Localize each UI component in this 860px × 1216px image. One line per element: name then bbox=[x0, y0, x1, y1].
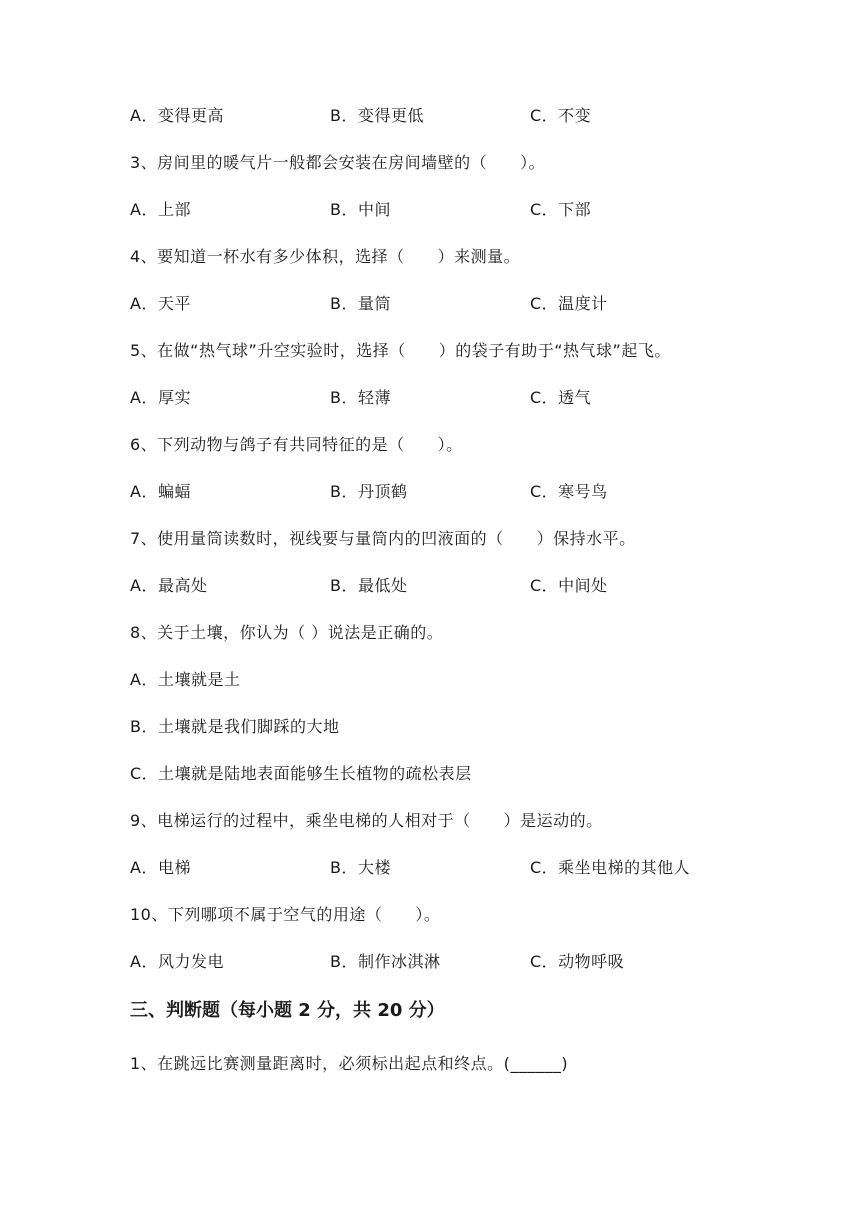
option-a: A．上部 bbox=[130, 200, 191, 219]
option-a: A．蝙蝠 bbox=[130, 482, 191, 501]
option-c: C．土壤就是陆地表面能够生长植物的疏松表层 bbox=[130, 764, 472, 783]
option-b: B．大楼 bbox=[330, 858, 391, 877]
option-b: B．最低处 bbox=[330, 576, 408, 595]
option-b: B．制作冰淇淋 bbox=[330, 952, 441, 971]
section-heading: 三、判断题（每小题 2 分，共 20 分） bbox=[130, 1000, 445, 1021]
option-a: A．变得更高 bbox=[130, 106, 224, 125]
question-4-stem: 4、要知道一杯水有多少体积，选择（ ）来测量。 bbox=[130, 247, 521, 266]
option-b: B．轻薄 bbox=[330, 388, 391, 407]
option-b: B．变得更低 bbox=[330, 106, 424, 125]
option-a: A．天平 bbox=[130, 294, 191, 313]
option-a: A．风力发电 bbox=[130, 952, 224, 971]
option-c: C．乘坐电梯的其他人 bbox=[530, 858, 691, 877]
question-7-stem: 7、使用量筒读数时，视线要与量筒内的凹液面的（ ）保持水平。 bbox=[130, 529, 636, 548]
judgment-question-1: 1、在跳远比赛测量距离时，必须标出起点和终点。(______) bbox=[130, 1054, 569, 1073]
option-c: C．温度计 bbox=[530, 294, 608, 313]
option-c: C．下部 bbox=[530, 200, 592, 219]
option-a: A．最高处 bbox=[130, 576, 208, 595]
option-b: B．量筒 bbox=[330, 294, 391, 313]
option-b: B．丹顶鹤 bbox=[330, 482, 408, 501]
option-c: C．不变 bbox=[530, 106, 592, 125]
question-9-stem: 9、电梯运行的过程中，乘坐电梯的人相对于（ ）是运动的。 bbox=[130, 811, 603, 830]
question-5-stem: 5、在做“热气球”升空实验时，选择（ ）的袋子有助于“热气球”起飞。 bbox=[130, 341, 671, 360]
option-b: B．中间 bbox=[330, 200, 391, 219]
option-a: A．厚实 bbox=[130, 388, 191, 407]
question-10-stem: 10、下列哪项不属于空气的用途（ ）。 bbox=[130, 905, 441, 924]
question-6-stem: 6、下列动物与鸽子有共同特征的是（ ）。 bbox=[130, 435, 463, 454]
option-a: A．电梯 bbox=[130, 858, 191, 877]
option-c: C．动物呼吸 bbox=[530, 952, 625, 971]
option-c: C．透气 bbox=[530, 388, 592, 407]
option-b: B．土壤就是我们脚踩的大地 bbox=[130, 717, 340, 736]
question-8-stem: 8、关于土壤，你认为（ ）说法是正确的。 bbox=[130, 623, 444, 642]
question-3-stem: 3、房间里的暖气片一般都会安装在房间墙壁的（ ）。 bbox=[130, 153, 546, 172]
option-a: A．土壤就是土 bbox=[130, 670, 241, 689]
option-c: C．寒号鸟 bbox=[530, 482, 608, 501]
option-c: C．中间处 bbox=[530, 576, 608, 595]
